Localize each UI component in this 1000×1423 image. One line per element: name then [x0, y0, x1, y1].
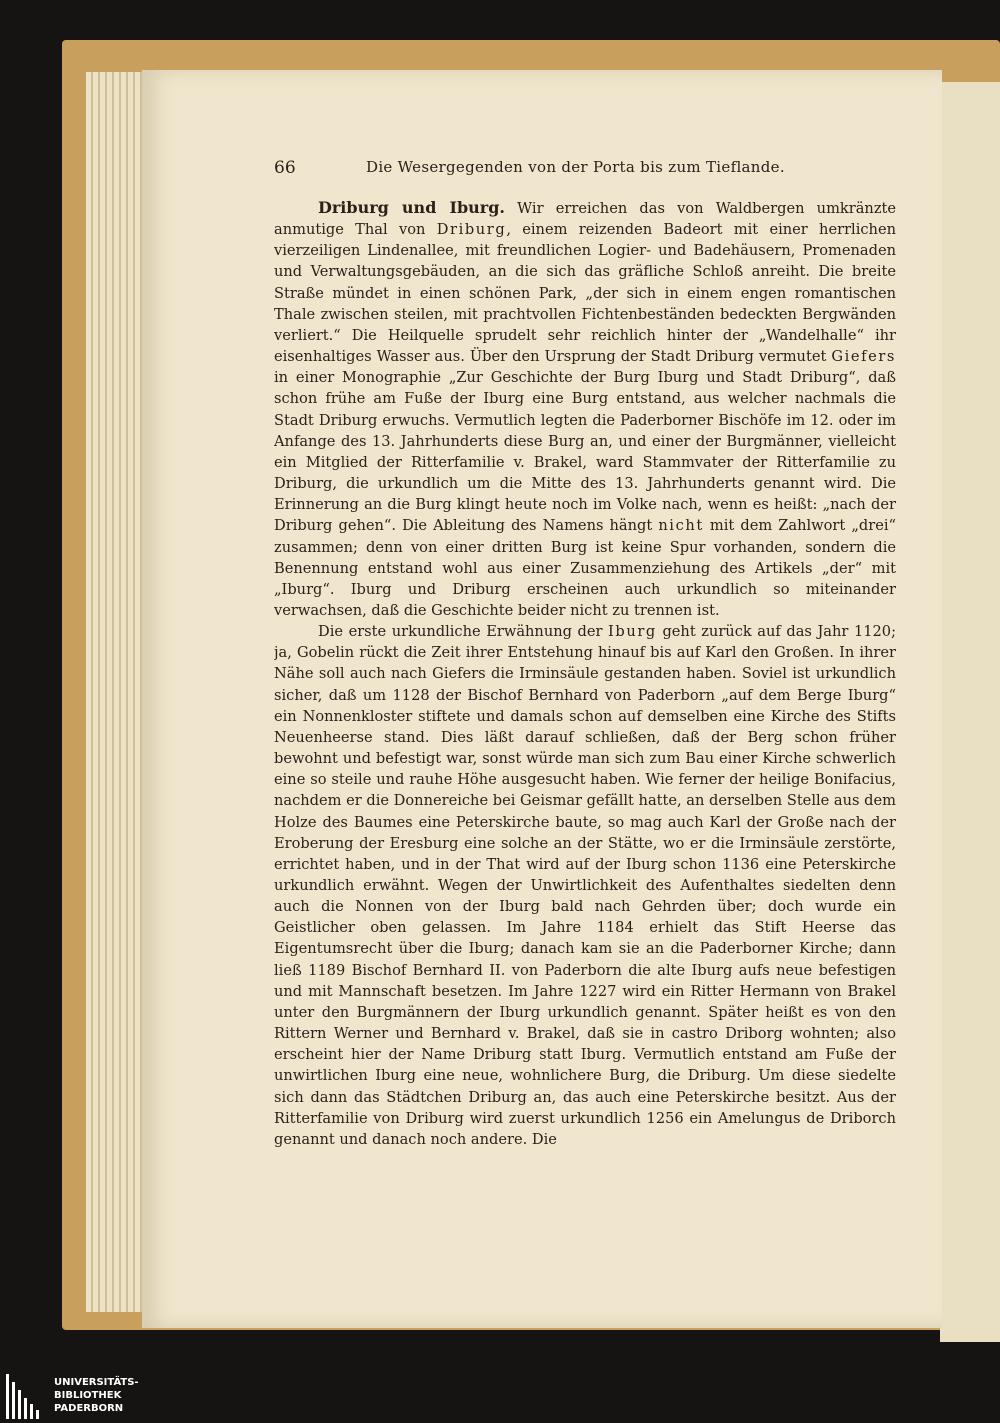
paragraph-2-text-1: Die erste urkundliche Erwähnung der — [318, 623, 609, 641]
running-head — [274, 158, 894, 188]
paragraph-2-text-2: geht zurück auf das Jahr 1120; ja, Gobelin rückt die Zeit ihrer Entstehung hinauf bis auf Karl den Großen. In ihrer Nähe soll auch nach Giefers die Irminsäule gestanden haben. Soviel ist urkundlich sicher, daß um 1128 der Bischof Bernhard von Paderborn „auf dem Berge Iburg“ ein Nonnenkloster stiftete und damals schon auf demselben eine Kirche des Stifts Neuenheerse stand. Dies läßt darauf schließen, daß der Berg schon früher bewohnt und befestigt war, sonst würde man sich zum Bau einer Kirche schwerlich eine so steile und rauhe Höhe ausgesucht haben. Wie ferner der heilige Bonifacius, nachdem er die Donnereiche bei Geismar gefällt hatte, an derselben Stelle aus dem Holze des Baumes eine Peterskirche baute, so mag auch Karl der Große nach der Eroberung der Eresburg eine solche an der Stätte, wo er die Irminsäule zerstörte, errichtet haben, und in der That wird auf der Iburg schon 1136 eine Peterskirche urkundlich erwähnt. Wegen der Unwirtlichkeit des Aufenthaltes siedelten denn auch die Nonnen von der Iburg bald nach Gehrden über; doch wurde ein Geistlicher oben gelassen. Im Jahre 1184 erhielt das Stift Heerse das Eigentumsrecht über die Iburg; danach kam sie an die Paderborner Kirche; dann ließ 1189 Bischof Bernhard II. von Paderborn die alte Iburg aufs neue befestigen und mit Mannschaft besetzen. Im Jahre 1227 wird ein Ritter Hermann von Brakel unter den Burgmännern der Iburg urkundlich genannt. Später heißt es von den Rittern Werner und Bernhard v. Brakel, daß sie in castro Driborg wohnten; also erscheint hier der Name Driburg statt Iburg. Vermutlich entstand am Fuße der unwirtlichen Iburg eine neue, wohnlichere Burg, die Driburg. Um diese siedelte sich dann das Städtchen Driburg an, das auch eine Peterskirche besitzt. Aus der Ritterfamilie von Driburg wird zuerst urkundlich 1256 ein Amelungus de Driborch genannt und danach noch andere. Die — [274, 623, 896, 1148]
paragraph-1-text-1: Wir erreichen das von Waldbergen umkränzte anmutige Thal von — [274, 200, 896, 239]
spaced-name-iburg: Iburg — [608, 623, 657, 641]
library-name-line-1: UNIVERSITÄTS- — [54, 1377, 139, 1388]
paragraph-1 — [274, 197, 896, 621]
page-edges — [86, 72, 146, 1312]
library-logo — [6, 1374, 166, 1419]
library-name-line-3: PADERBORN — [54, 1403, 124, 1414]
library-name-line-2: BIBLIOTHEK — [54, 1390, 122, 1401]
body-text — [274, 197, 896, 1207]
page-number: 66 — [274, 158, 296, 178]
spaced-name-driburg: Driburg — [436, 221, 507, 239]
library-logo-icon — [6, 1374, 44, 1419]
paragraph-1-text-3: in einer Monographie „Zur Geschichte der Burg Iburg und Stadt Driburg“, daß schon frühe am Fuße der Iburg eine Burg entstand, aus welcher nachmals die Stadt Driburg erwuchs. Vermutlich legten die Paderborner Bischöfe im 12. oder im Anfange des 13. Jahrhunderts diese Burg an, und einer der Burgmänner, vielleicht ein Mitglied der Ritterfamilie v. Brakel, ward Stammvater der Ritterfamilie zu Driburg, die urkundlich um die Mitte des 13. Jahrhunderts genannt wird. Die Erinnerung an die Burg klingt heute noch im Volke nach, wenn es heißt: „nach der Driburg gehen“. Die Ableitung des Namens hängt — [274, 369, 896, 535]
paragraph-2 — [274, 621, 896, 1150]
spaced-word-nicht: nicht — [658, 517, 704, 535]
section-heading: Driburg und Iburg. — [318, 198, 505, 217]
library-name — [54, 1376, 139, 1415]
paragraph-1-text-4: mit dem Zahlwort „drei“ zusammen; denn von einer dritten Burg ist keine Spur vorhanden, sondern die Benennung entstand wohl aus einer Zusammenziehung des Artikels „der“ mit „Iburg“. Iburg und Driburg erscheinen auch urkundlich so miteinander verwachsen, daß die Geschichte beider nicht zu trennen ist. — [274, 517, 896, 619]
paragraph-1-text-2: , einem reizenden Badeort mit einer herrlichen vierzeiligen Lindenallee, mit freundlichen Logier- und Badehäusern, Promenaden und Verwaltungsgebäuden, an die sich das gräfliche Schloß anreiht. Die breite Straße mündet in einen schönen Park, „der sich in einem engen romantischen Thale zwischen steilen, mit prachtvollen Fichtenbeständen bedeckten Bergwänden verliert.“ Die Heilquelle sprudelt sehr reichlich hinter der „Wandelhalle“ ihr eisenhaltiges Wasser aus. Über den Ursprung der Stadt Driburg vermutet — [274, 221, 896, 366]
spaced-name-giefers: Giefers — [831, 348, 896, 366]
next-page-edge — [940, 82, 1000, 1342]
running-head-title: Die Wesergegenden von der Porta bis zum Tieflande. — [366, 158, 785, 176]
